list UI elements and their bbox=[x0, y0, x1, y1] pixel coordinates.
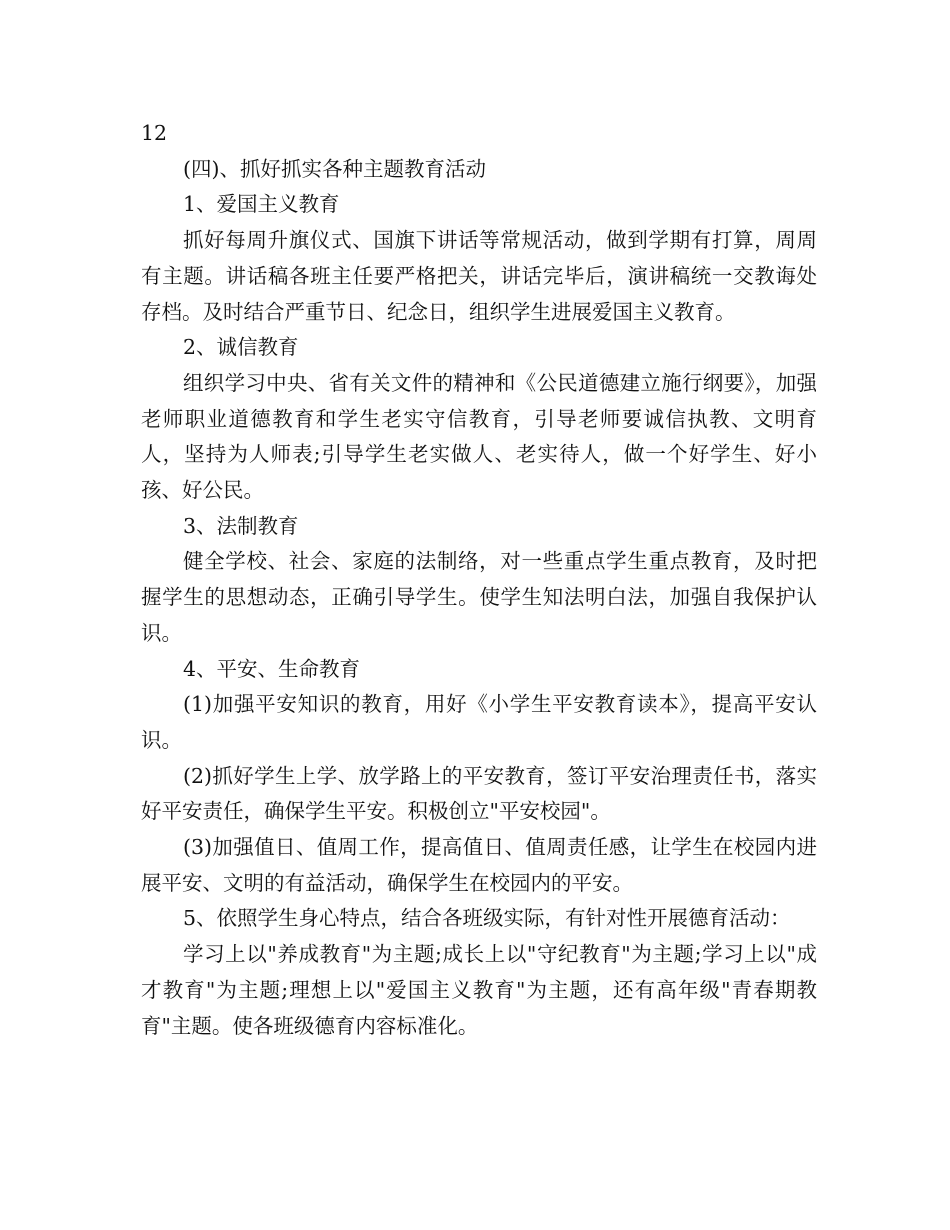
paragraph-legal: 健全学校、社会、家庭的法制络，对一些重点学生重点教育，及时把握学生的思想动态，正确引导学生。使学生知法明白法，加强自我保护认识。 bbox=[141, 549, 817, 645]
document-body bbox=[141, 116, 817, 1044]
paragraph-safety-3: (3)加强值日、值周工作，提高值日、值周责任感，让学生在校园内进展平安、文明的有益活动，确保学生在校园内的平安。 bbox=[141, 835, 817, 895]
subheading-activities: 5、依照学生身心特点，结合各班级实际，有针对性开展德育活动： bbox=[183, 906, 791, 931]
paragraph-patriotism: 抓好每周升旗仪式、国旗下讲话等常规活动，做到学期有打算，周周有主题。讲话稿各班主任要严格把关，讲话完毕后，演讲稿统一交教诲处存档。及时结合严重节日、纪念日，组织学生进展爱国主义教育。 bbox=[141, 228, 817, 324]
page-number: 12 bbox=[141, 121, 168, 145]
paragraph-safety-2: (2)抓好学生上学、放学路上的平安教育，签订平安治理责任书，落实好平安责任，确保学生平安。积极创立"平安校园"。 bbox=[141, 763, 817, 824]
subheading-legal: 3、法制教育 bbox=[183, 513, 299, 538]
section-heading: (四)、抓好抓实各种主题教育活动 bbox=[183, 156, 486, 181]
paragraph-activities: 学习上以"养成教育"为主题;成长上以"守纪教育"为主题;学习上以"成才教育"为主题;理想上以"爱国主义教育"为主题，还有高年级"青春期教育"主题。使各班级德育内容标准化。 bbox=[141, 942, 817, 1038]
paragraph-integrity: 组织学习中央、省有关文件的精神和《公民道德建立施行纲要》，加强老师职业道德教育和学生老实守信教育，引导老师要诚信执教、文明育人，坚持为人师表;引导学生老实做人、老实待人，做一个好学生、好小孩、好公民。 bbox=[141, 370, 817, 503]
subheading-safety: 4、平安、生命教育 bbox=[183, 656, 361, 681]
paragraph-safety-1: (1)加强平安知识的教育，用好《小学生平安教育读本》，提高平安认识。 bbox=[141, 692, 817, 752]
subheading-patriotism: 1、爱国主义教育 bbox=[183, 192, 340, 217]
subheading-integrity: 2、诚信教育 bbox=[183, 335, 299, 360]
